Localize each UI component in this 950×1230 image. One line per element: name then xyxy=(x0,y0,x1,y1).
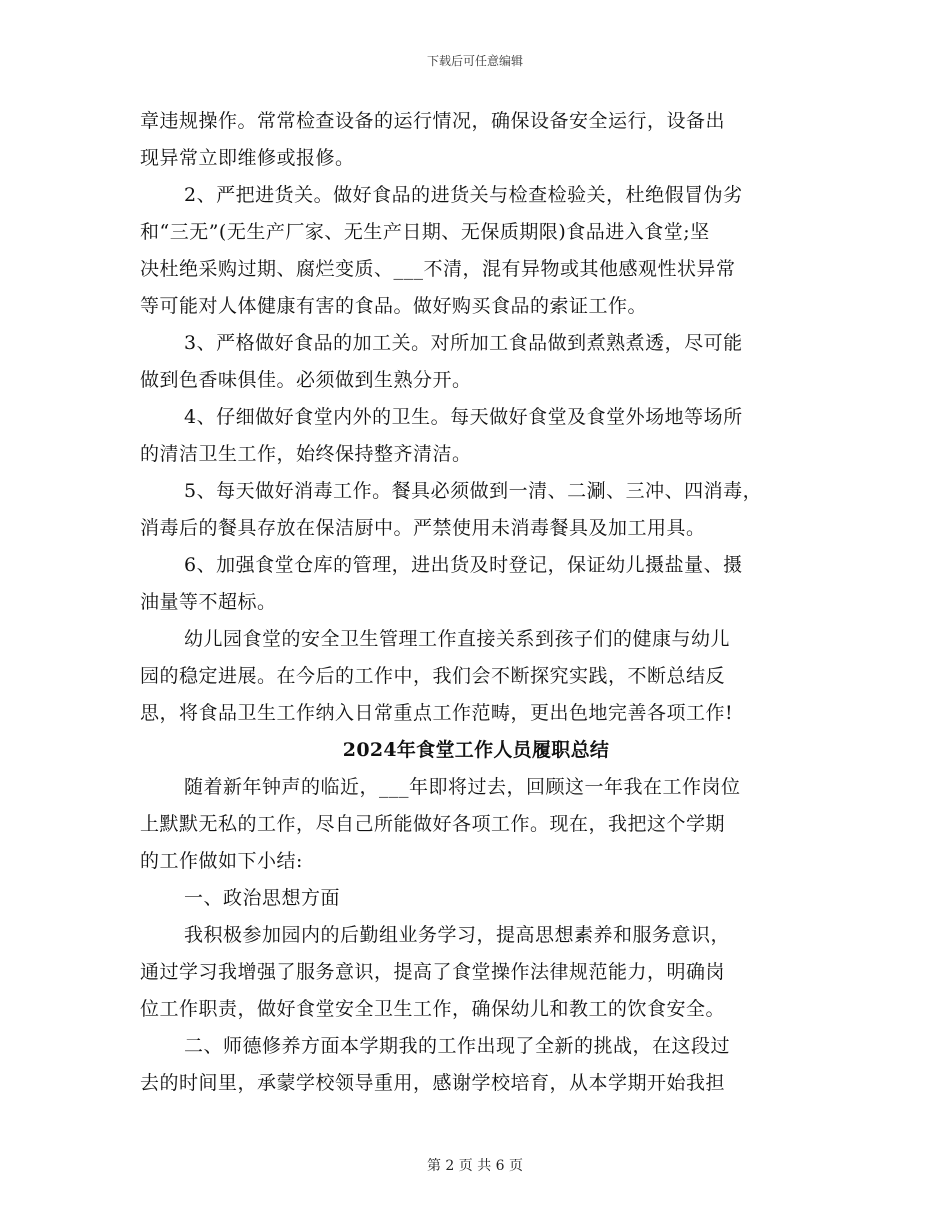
page-footer: 第 2 页 共 6 页 xyxy=(426,1158,524,1174)
text-line: 6、加强食堂仓库的管理，进出货及时登记，保证幼儿摄盐量、摄 xyxy=(184,554,743,576)
text-line: 的工作做如下小结: xyxy=(140,850,303,872)
text-line: 做到色香味俱佳。必须做到生熟分开。 xyxy=(140,369,472,391)
section-title: 2024年食堂工作人员履职总结 xyxy=(342,739,610,761)
subheading-line: 一、政治思想方面 xyxy=(184,887,341,909)
text-line: 和“三无”(无生产厂家、无生产日期、无保质期限)食品进入食堂;坚 xyxy=(140,221,710,243)
page-header: 下载后可任意编辑 xyxy=(426,54,523,68)
text-line: 去的时间里，承蒙学校领导重用，感谢学校培育，从本学期开始我担 xyxy=(140,1072,726,1094)
text-line: 园的稳定进展。在今后的工作中，我们会不断探究实践，不断总结反 xyxy=(140,665,726,687)
text-line: 上默默无私的工作，尽自己所能做好各项工作。现在，我把这个学期 xyxy=(140,813,726,835)
text-line: 油量等不超标。 xyxy=(140,591,277,613)
text-line: 二、师德修养方面本学期我的工作出现了全新的挑战，在这段过 xyxy=(184,1035,731,1057)
text-line: 思，将食品卫生工作纳入日常重点工作范畴，更出色地完善各项工作! xyxy=(140,702,734,724)
text-line: 通过学习我增强了服务意识，提高了食堂操作法律规范能力，明确岗 xyxy=(140,961,726,983)
text-line: 的清洁卫生工作，始终保持整齐清洁。 xyxy=(140,443,472,465)
text-line: 5、每天做好消毒工作。餐具必须做到一清、二涮、三冲、四消毒， xyxy=(184,480,763,502)
text-line: 2、严把进货关。做好食品的进货关与检查检验关，杜绝假冒伪劣 xyxy=(184,184,743,206)
text-line: 3、严格做好食品的加工关。对所加工食品做到煮熟煮透，尽可能 xyxy=(184,332,743,354)
text-line: 幼儿园食堂的安全卫生管理工作直接关系到孩子们的健康与幼儿 xyxy=(184,628,731,650)
text-line: 位工作职责，做好食堂安全卫生工作，确保幼儿和教工的饮食安全。 xyxy=(140,998,726,1020)
text-line: 章违规操作。常常检查设备的运行情况，确保设备安全运行，设备出 xyxy=(140,110,726,132)
text-line: 随着新年钟声的临近，___年即将过去，回顾这一年我在工作岗位 xyxy=(184,776,741,798)
text-line: 决杜绝采购过期、腐烂变质、___不清，混有异物或其他感观性状异常 xyxy=(140,258,736,280)
text-line: 等可能对人体健康有害的食品。做好购买食品的索证工作。 xyxy=(140,295,648,317)
text-line: 4、仔细做好食堂内外的卫生。每天做好食堂及食堂外场地等场所 xyxy=(184,406,743,428)
text-line: 消毒后的餐具存放在保洁厨中。严禁使用未消毒餐具及加工用具。 xyxy=(140,517,706,539)
text-line: 我积极参加园内的后勤组业务学习，提高思想素养和服务意识， xyxy=(184,924,731,946)
document-body xyxy=(140,103,812,1102)
text-line: 现异常立即维修或报修。 xyxy=(140,147,355,169)
